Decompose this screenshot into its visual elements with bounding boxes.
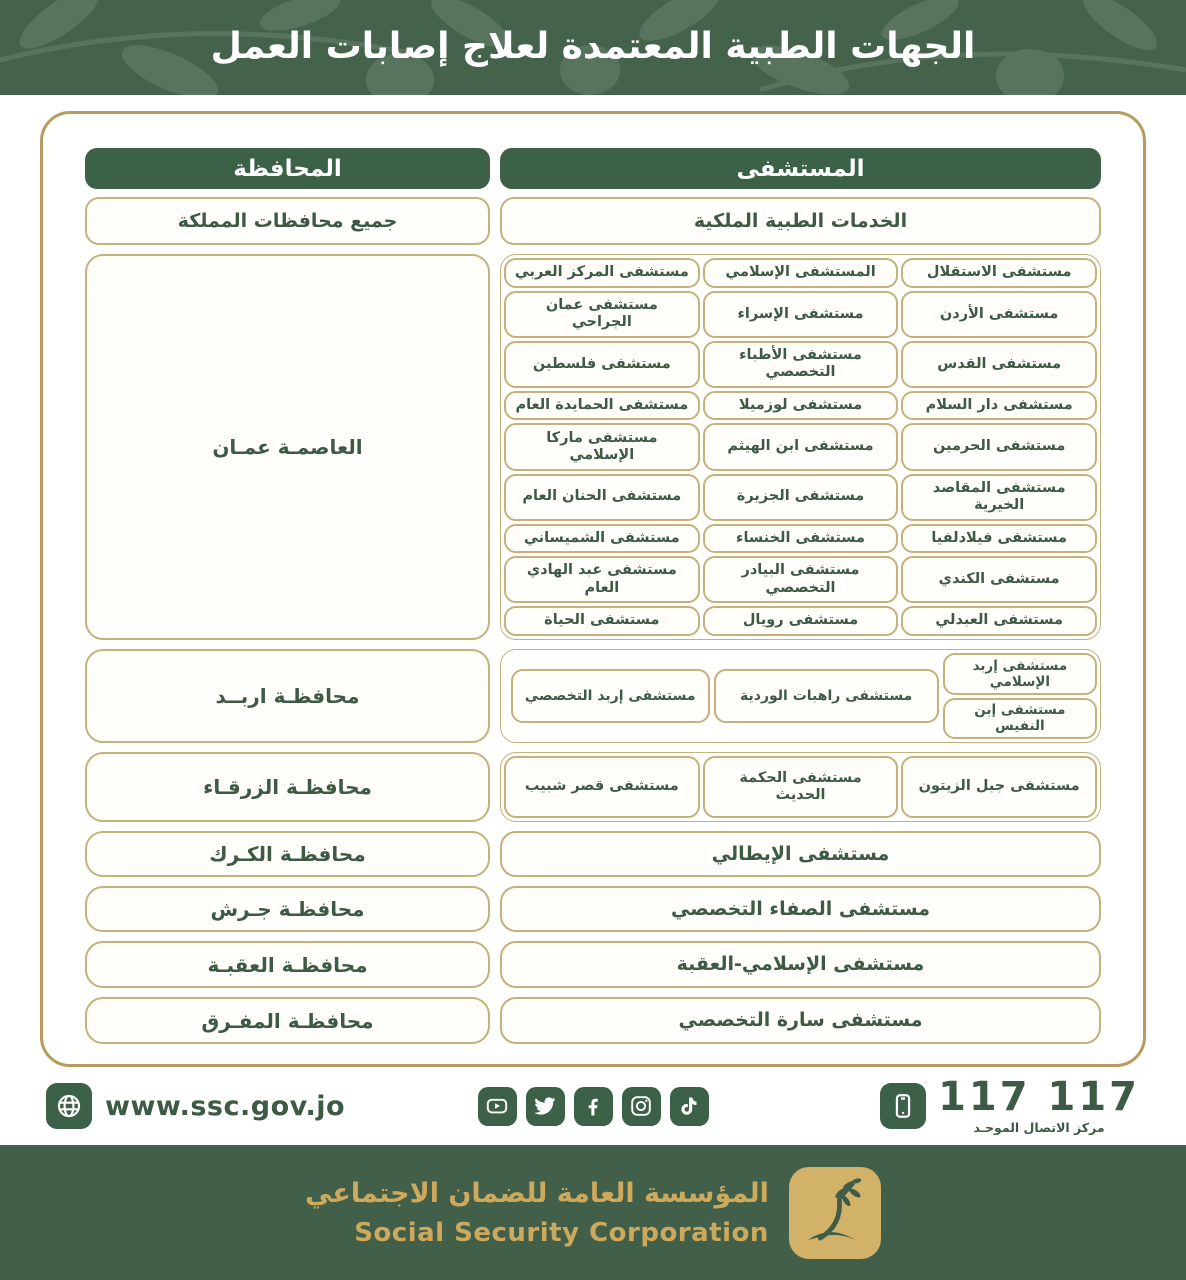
tiktok-icon[interactable]	[670, 1087, 709, 1126]
hospital-grid	[504, 258, 1097, 636]
table-row-karak	[85, 831, 1101, 877]
facebook-icon[interactable]	[574, 1087, 613, 1126]
hospital-cell: مستشفى الكندي	[901, 556, 1097, 603]
table-body	[85, 197, 1101, 1044]
governorate-cell: محافظـة المفـرق	[85, 997, 490, 1044]
hospital-cell: المستشفى الإسلامي	[703, 258, 899, 288]
hospital-cell: مستشفى فلسطين	[504, 341, 700, 388]
hospital-cell: مستشفى المركز العربي	[504, 258, 700, 288]
org-name-arabic: المؤسسة العامة للضمان الاجتماعي	[305, 1177, 769, 1209]
hospital-area	[500, 941, 1101, 988]
instagram-icon[interactable]	[622, 1087, 661, 1126]
hospital-cell: مستشفى ابن الهيثم	[703, 423, 899, 470]
olive-tree-icon	[796, 1174, 874, 1252]
hospital-cell: مستشفى عبد الهادي العام	[504, 556, 700, 603]
hospital-area	[500, 649, 1101, 743]
hospital-area	[500, 197, 1101, 245]
hospital-cell: مستشفى راهبات الوردية	[714, 669, 939, 723]
hospital-column-header: المستشفى	[500, 148, 1101, 189]
governorate-cell: محافظـة الكـرك	[85, 831, 490, 877]
social-icons	[478, 1087, 709, 1126]
hospital-cell: مستشفى الشميساني	[504, 524, 700, 554]
hospital-area	[500, 997, 1101, 1044]
phone-icon	[880, 1083, 926, 1129]
call-center-contact[interactable]	[880, 1074, 1140, 1135]
hospital-stack	[943, 653, 1097, 739]
youtube-icon[interactable]	[478, 1087, 517, 1126]
table-row-all	[85, 197, 1101, 245]
hospital-cell: مستشفى الحياة	[504, 606, 700, 636]
hospital-cell: مستشفى لوزميلا	[703, 391, 899, 421]
hospital-group	[500, 752, 1101, 822]
hospital-cell: مستشفى الصفاء التخصصي	[500, 886, 1101, 932]
governorate-column-header: المحافظة	[85, 148, 490, 189]
hospital-group	[500, 254, 1101, 640]
table-row-aqaba	[85, 941, 1101, 988]
hospital-cell: مستشفى الأطباء التخصصي	[703, 341, 899, 388]
hospital-cell: مستشفى المقاصد الخيرية	[901, 474, 1097, 521]
hospital-cell: مستشفى رويال	[703, 606, 899, 636]
hospital-cell: مستشفى جبل الزيتون	[901, 756, 1097, 818]
table-row-amman	[85, 254, 1101, 640]
hospital-group	[500, 649, 1101, 743]
hospital-grid	[504, 756, 1097, 818]
hospital-cell: مستشفى الاستقلال	[901, 258, 1097, 288]
medical-entities-table	[40, 111, 1146, 1067]
website-url: www.ssc.gov.jo	[105, 1090, 346, 1122]
hospital-cell: مستشفى دار السلام	[901, 391, 1097, 421]
title-banner	[0, 0, 1186, 95]
hospital-cell: مستشفى البيادر التخصصي	[703, 556, 899, 603]
governorate-cell: العاصمـة عمـان	[85, 254, 490, 640]
hospital-cell: مستشفى الأردن	[901, 291, 1097, 338]
hospital-cell: مستشفى سارة التخصصي	[500, 997, 1101, 1044]
hospital-cell: الخدمات الطبية الملكية	[500, 197, 1101, 245]
hospital-cell: مستشفى الخنساء	[703, 524, 899, 554]
call-center-number: 117 117	[938, 1074, 1140, 1120]
hospital-grid	[504, 653, 1097, 739]
brand-band	[0, 1145, 1186, 1280]
ssc-logo	[789, 1167, 881, 1259]
hospital-cell: مستشفى الإسلامي-العقبة	[500, 941, 1101, 988]
governorate-cell: محافظـة جـرش	[85, 886, 490, 932]
hospital-cell: مستشفى الإيطالي	[500, 831, 1101, 877]
org-name-english: Social Security Corporation	[354, 1217, 769, 1248]
twitter-icon[interactable]	[526, 1087, 565, 1126]
table-row-irbid	[85, 649, 1101, 743]
governorate-cell: محافظـة اربــد	[85, 649, 490, 743]
hospital-cell: مستشفى الحكمة الحديث	[703, 756, 899, 818]
table-row-jarash	[85, 886, 1101, 932]
hospital-cell: مستشفى قصر شبيب	[504, 756, 700, 818]
hospital-cell: مستشفى إربد الإسلامي	[943, 653, 1097, 695]
governorate-cell: جميع محافظات المملكة	[85, 197, 490, 245]
hospital-cell: مستشفى العبدلي	[901, 606, 1097, 636]
page-title: الجهات الطبية المعتمدة لعلاج إصابات العمل	[210, 26, 976, 67]
governorate-cell: محافظـة العقبـة	[85, 941, 490, 988]
hospital-cell: مستشفى الجزيرة	[703, 474, 899, 521]
hospital-area	[500, 752, 1101, 822]
call-center-label: مركز الاتصال الموحـد	[973, 1120, 1105, 1135]
hospital-cell: مستشفى القدس	[901, 341, 1097, 388]
hospital-cell: مستشفى إبن النفيس	[943, 698, 1097, 740]
globe-icon	[46, 1083, 92, 1129]
hospital-area	[500, 254, 1101, 640]
table-row-mafraq	[85, 997, 1101, 1044]
hospital-area	[500, 886, 1101, 932]
hospital-cell: مستشفى الحمايدة العام	[504, 391, 700, 421]
hospital-cell: مستشفى عمان الجراحي	[504, 291, 700, 338]
contact-bar	[0, 1067, 1186, 1145]
hospital-area	[500, 831, 1101, 877]
hospital-cell: مستشفى فيلادلفيا	[901, 524, 1097, 554]
website-link[interactable]	[46, 1083, 345, 1129]
hospital-cell: مستشفى الإسراء	[703, 291, 899, 338]
hospital-cell: مستشفى إربد التخصصي	[511, 669, 710, 723]
hospital-cell: مستشفى الحنان العام	[504, 474, 700, 521]
table-header-row	[85, 148, 1101, 189]
hospital-cell: مستشفى ماركا الإسلامي	[504, 423, 700, 470]
governorate-cell: محافظـة الزرقـاء	[85, 752, 490, 822]
hospital-cell: مستشفى الحرمين	[901, 423, 1097, 470]
table-row-zarqa	[85, 752, 1101, 822]
